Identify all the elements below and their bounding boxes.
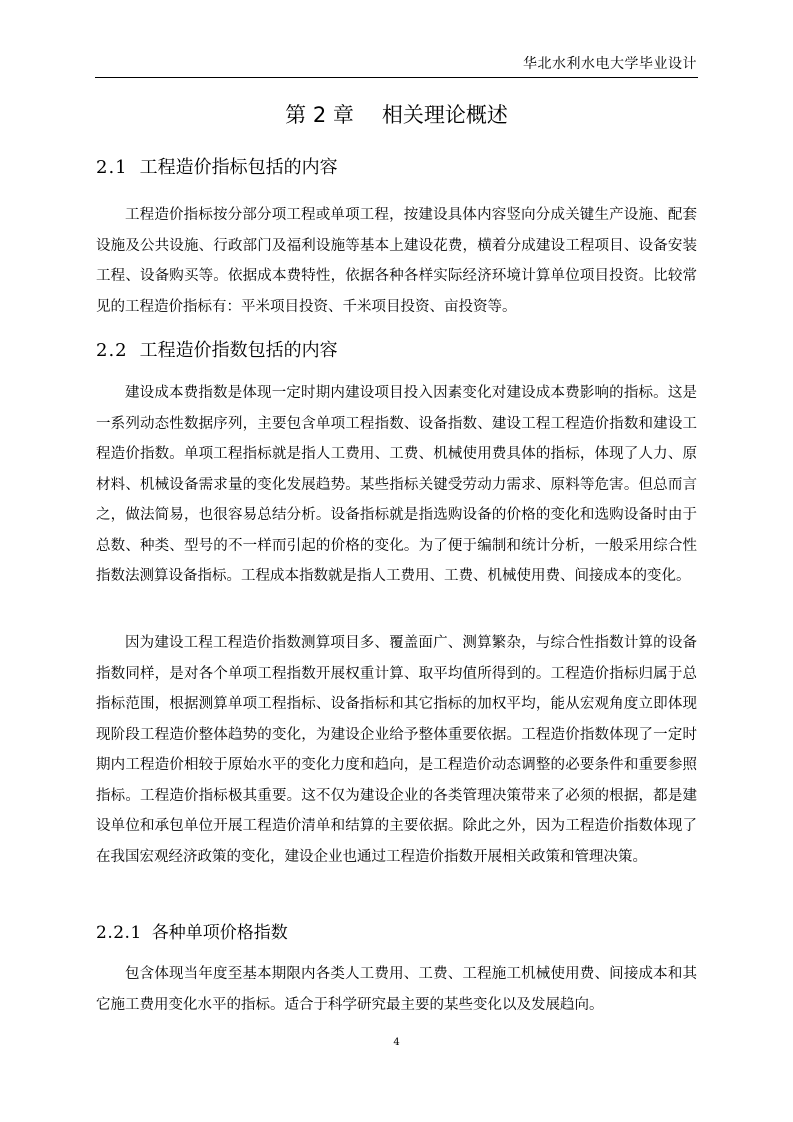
section-title: 工程造价指标包括的内容 <box>139 157 338 178</box>
section-heading-2-1 <box>96 156 338 180</box>
paragraph: 建设成本费指数是体现一定时期内建设项目投入因素变化对建设成本费影响的指标。这是一系列动态性数据序列，主要包含单项工程指数、设备指数、建设工程工程造价指数和建设工程造价指数。单项工程指标就是指人工费用、工费、机械使用费具体的指标，体现了人力、原材料、机械设备需求量的变化发展趋势。某些指标关键受劳动力需求、原料等危害。但总而言之，做法简易，也很容易总结分析。设备指标就是指选购设备的价格的变化和选购设备时由于总数、种类、型号的不一样而引起的价格的变化。为了便于编制和统计分析，一般采用综合性指数法测算设备指标。工程成本指数就是指人工费用、工费、机械使用费、间接成本的变化。 <box>96 385 697 584</box>
subsection-title: 各种单项价格指数 <box>151 923 288 943</box>
chapter-number: 第 2 章 <box>285 103 354 127</box>
section-number: 2.2 <box>96 340 128 361</box>
chapter-title <box>0 100 793 130</box>
header-divider <box>95 77 698 78</box>
paragraph: 工程造价指标按分部分项工程或单项工程，按建设具体内容竖向分成关键生产设施、配套设施及公共设施、行政部门及福利设施等基本上建设花费，横着分成建设工程项目、设备安装工程、设备购买等。依据成本费特性，依据各种各样实际经济环境计算单位项目投资。比较常见的工程造价指标有：平米项目投资、千米项目投资、亩投资等。 <box>96 207 697 315</box>
paragraph: 因为建设工程工程造价指数测算项目多、覆盖面广、测算繁杂，与综合性指数计算的设备指数同样，是对各个单项工程指数开展权重计算、取平均值所得到的。工程造价指标归属于总指标范围，根据测算单项工程指标、设备指标和其它指标的加权平均，能从宏观角度立即体现现阶段工程造价整体趋势的变化，为建设企业给予整体重要依据。工程造价指数体现了一定时期内工程造价相较于原始水平的变化力度和趋向，是工程造价动态调整的必要条件和重要参照指标。工程造价指标极其重要。这不仅为建设企业的各类管理决策带来了必须的根据，都是建设单位和承包单位开展工程造价清单和结算的主要依据。除此之外，因为工程造价指数体现了在我国宏观经济政策的变化，建设企业也通过工程造价指数开展相关政策和管理决策。 <box>96 635 697 865</box>
chapter-name: 相关理论概述 <box>381 103 508 127</box>
page-number: 4 <box>393 1037 400 1048</box>
paragraph: 包含体现当年度至基本期限内各类人工费用、工费、工程施工机械使用费、间接成本和其它施工费用变化水平的指标。适合于科学研究最主要的某些变化以及发展趋向。 <box>96 966 697 1013</box>
subsection-number: 2.2.1 <box>96 923 142 943</box>
section-title: 工程造价指数包括的内容 <box>139 340 338 361</box>
section-number: 2.1 <box>96 157 128 178</box>
section-heading-2-2 <box>96 339 338 363</box>
subsection-heading-2-2-1 <box>96 921 288 945</box>
running-header: 华北水利水电大学毕业设计 <box>523 56 697 72</box>
